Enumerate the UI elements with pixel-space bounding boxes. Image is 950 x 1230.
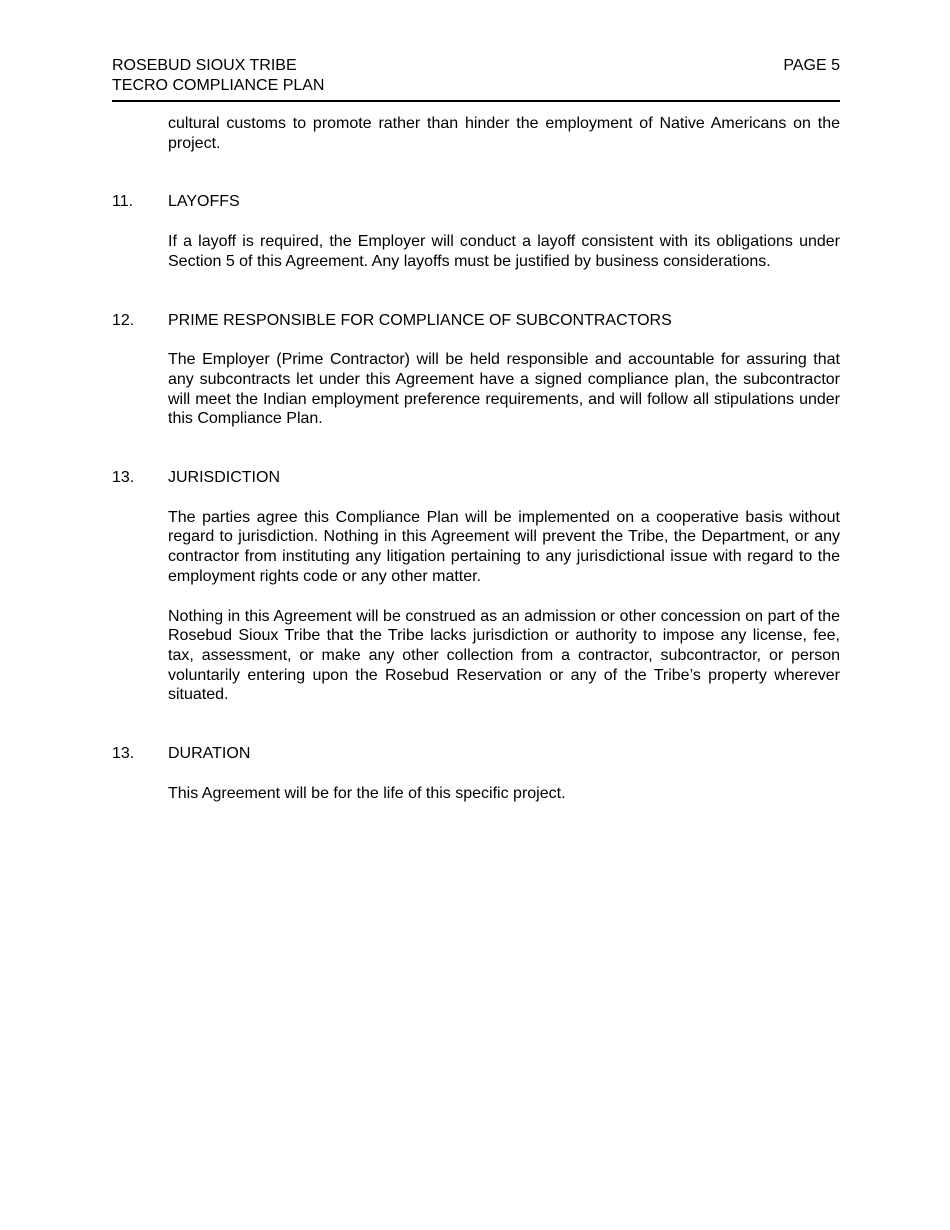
header-left <box>112 56 324 96</box>
section-paragraph: Nothing in this Agreement will be construed as an admission or other concession on part of the Rosebud Sioux Tribe that the Tribe lacks jurisdiction or authority to impose any license, fee, tax, assessment, or make any other collection from a contractor, subcontractor, or person voluntarily entering upon the Rosebud Reservation or any of the Tribe’s property wherever situated. <box>168 607 840 704</box>
section-paragraph: This Agreement will be for the life of this specific project. <box>168 784 566 802</box>
section-number: 12. <box>112 311 135 329</box>
section-layoffs <box>112 192 840 271</box>
header-plan: TECRO COMPLIANCE PLAN <box>112 77 325 94</box>
intro-paragraph: cultural customs to promote rather than hinder the employment of Native Americans on the project. <box>168 115 840 152</box>
header-page-number: PAGE 5 <box>783 57 840 74</box>
document-body <box>112 114 840 803</box>
section-heading <box>112 311 840 331</box>
section-paragraph: If a layoff is required, the Employer will conduct a layoff consistent with its obligations under Section 5 of this Agreement. Any layoffs must be justified by business considerations. <box>168 233 840 270</box>
section-prime-responsible <box>112 311 840 430</box>
section-heading <box>112 744 840 764</box>
section-paragraph: The parties agree this Compliance Plan will be implemented on a cooperative basis without regard to jurisdiction. Nothing in this Agreement will prevent the Tribe, the Department, or any contractor from instituting any litigation pertaining to any jurisdictional issue with regard to the employment rights code or any other matter. <box>168 508 840 585</box>
section-number: 13. <box>112 469 135 487</box>
section-title: LAYOFFS <box>168 193 240 211</box>
section-title: DURATION <box>168 745 251 763</box>
header-org: ROSEBUD SIOUX TRIBE <box>112 57 297 74</box>
section-number: 11. <box>112 193 134 211</box>
header-divider <box>112 100 840 102</box>
page-header <box>112 56 840 96</box>
section-duration <box>112 744 840 803</box>
section-jurisdiction <box>112 468 840 705</box>
section-heading <box>112 192 840 212</box>
section-title: JURISDICTION <box>168 469 280 487</box>
section-heading <box>112 468 840 488</box>
section-paragraph: The Employer (Prime Contractor) will be held responsible and accountable for assuring that any subcontracts let under this Agreement have a signed compliance plan, the subcontractor will meet the Indian employment preference requirements, and will follow all stipulations under this Compliance Plan. <box>168 351 840 428</box>
section-number: 13. <box>112 745 135 763</box>
section-title: PRIME RESPONSIBLE FOR COMPLIANCE OF SUBCONTRACTORS <box>168 311 672 329</box>
